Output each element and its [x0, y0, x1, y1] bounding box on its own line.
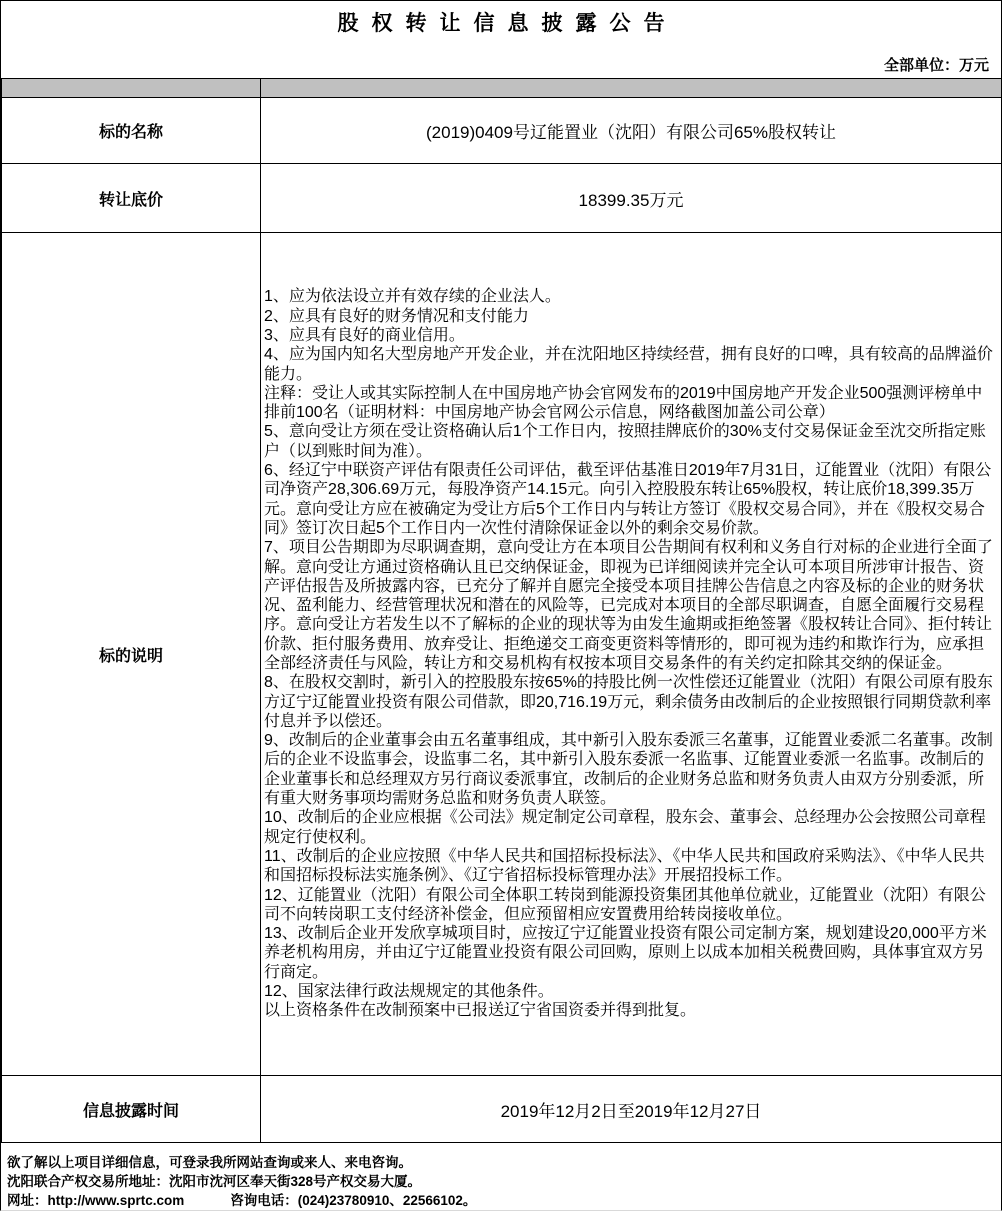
table-row-floor-price: [2, 164, 1002, 233]
description-paragraph: 10、改制后的企业应根据《公司法》规定制定公司章程，股东会、董事会、总经理办公会按照公司章程规定行使权利。: [264, 809, 986, 846]
website-label: 网址：: [7, 1193, 48, 1208]
subject-name-value: (2019)0409号辽能置业（沈阳）有限公司65%股权转让: [261, 98, 1002, 164]
floor-price-label: 转让底价: [2, 164, 261, 233]
table-header-row: [2, 79, 1002, 98]
footer-info-line: 欲了解以上项目详细信息，可登录我所网站查询或来人、来电咨询。: [7, 1155, 412, 1170]
document-footer: [1, 1143, 1001, 1210]
description-paragraph: 注释：受让人或其实际控制人在中国房地产协会官网发布的2019中国房地产开发企业500强测评榜单中排前100名（证明材料：中国房地产协会官网公示信息，网络截图加盖公司公章）: [264, 384, 983, 422]
page-title: 股权转让信息披露公告: [337, 12, 678, 35]
footer-address-line: 沈阳联合产权交易所地址：沈阳市沈河区奉天街328号产权交易大厦。: [7, 1174, 422, 1189]
header-cell-value: [261, 79, 1002, 98]
document-header: [1, 1, 1001, 78]
description-paragraph: 3、应具有良好的商业信用。: [264, 326, 465, 344]
header-cell-label: [2, 79, 261, 98]
website-url: http://www.sprtc.com: [47, 1193, 185, 1208]
description-paragraph: 13、改制后企业开发欣享城项目时，应按辽宁辽能置业投资有限公司定制方案，规划建设20,000平方米养老机构用房，并由辽宁辽能置业投资有限公司回购，原则上以成本加相关税费回购，具体事宜双方另行商定。: [264, 925, 987, 981]
subject-description-label: 标的说明: [2, 233, 261, 1076]
description-paragraph: 4、应为国内知名大型房地产开发企业，并在沈阳地区持续经营，拥有良好的口啤，具有较高的品牌溢价能力。: [264, 346, 993, 383]
phone-label: 咨询电话：: [230, 1193, 298, 1208]
description-paragraph: 1、应为依法设立并有效存续的企业法人。: [264, 288, 561, 306]
table-row-subject-name: [2, 98, 1002, 164]
subject-description-text: [264, 287, 997, 1020]
description-paragraph: 8、在股权交割时，新引入的控股股东按65%的持股比例一次性偿还辽能置业（沈阳）有限公司原有股东方辽宁辽能置业投资有限公司借款，即20,716.19万元，剩余债务由改制后的企业按照银行同期贷款利率付息并予以偿还。: [264, 674, 993, 730]
unit-note: 全部单位：万元: [883, 57, 989, 74]
description-paragraph: 9、改制后的企业董事会由五名董事组成，其中新引入股东委派三名董事，辽能置业委派二名董事。改制后的企业不设监事会，设监事二名，其中新引入股东委派一名监事、辽能置业委派一名监事。改制后的企业董事长和总经理双方另行商议委派事宜，改制后的企业财务总监和财务负责人由双方分别委派，所有重大财务事项均需财务总监和财务负责人联签。: [264, 732, 993, 808]
disclosure-period-value: 2019年12月2日至2019年12月27日: [261, 1076, 1002, 1143]
description-paragraph: 11、改制后的企业应按照《中华人民共和国招标投标法》、《中华人民共和国政府采购法》、《中华人民共和国招标投标法实施条例》、《辽宁省招标投标管理办法》开展招投标工作。: [264, 847, 985, 885]
description-paragraph: 6、经辽宁中联资产评估有限责任公司评估，截至评估基准日2019年7月31日，辽能置业（沈阳）有限公司净资产28,306.69万元，每股净资产14.15元。向引入控股股东转让65%股权，转让底价18,399.35万元。意向受让方应在被确定为受让方后5个工作日内与转让方签订《股权交易合同》，并在《股权交易合同》签订次日起5个工作日内一次性付清除保证金以外的剩余交易价款。: [264, 462, 992, 537]
subject-name-label: 标的名称: [2, 98, 261, 164]
subject-description-cell: [261, 233, 1002, 1076]
table-row-disclosure-period: [2, 1076, 1002, 1143]
description-paragraph: 12、辽能置业（沈阳）有限公司全体职工转岗到能源投资集团其他单位就业，辽能置业（沈阳）有限公司不向转岗职工支付经济补偿金，但应预留相应安置费用给转岗接收单位。: [264, 886, 986, 923]
description-paragraph: 以上资格条件在改制预案中已报送辽宁省国资委并得到批复。: [264, 1002, 697, 1020]
footer-contact-line: [7, 1191, 995, 1210]
phone-numbers: (024)23780910、22566102。: [297, 1193, 477, 1208]
disclosure-period-label: 信息披露时间: [2, 1076, 261, 1143]
floor-price-value: 18399.35万元: [261, 164, 1002, 233]
description-paragraph: 2、应具有良好的财务情况和支付能力: [264, 307, 529, 325]
table-row-subject-description: [2, 233, 1002, 1076]
description-paragraph: 5、意向受让方须在受让资格确认后1个工作日内，按照挂牌底价的30%支付交易保证金至沈交所指定账户（以到账时间为准）。: [264, 423, 986, 460]
disclosure-table: [1, 78, 1002, 1143]
description-paragraph: 12、国家法律行政法规规定的其他条件。: [264, 983, 554, 1001]
description-paragraph: 7、项目公告期即为尽职调查期，意向受让方在本项目公告期间有权利和义务自行对标的企业进行全面了解。意向受让方通过资格确认且已交纳保证金，即视为已详细阅读并完全认可本项目所涉审计报告、资产评估报告及所披露内容，已充分了解并自愿完全接受本项目挂牌公告信息之内容及标的企业的财务状况、盈利能力、经营管理状况和潜在的风险等，已完成对本项目的全部尽职调查，自愿全面履行交易程序。意向受让方若发生以不了解标的企业的现状等为由发生逾期或拒绝签署《股权转让合同》、拒付转让价款、拒付服务费用、放弃受让、拒绝递交工商变更资料等情形的，即可视为违约和欺诈行为，应承担全部经济责任与风险，转让方和交易机构有权按本项目交易条件的有关约定扣除其交纳的保证金。: [264, 539, 993, 672]
